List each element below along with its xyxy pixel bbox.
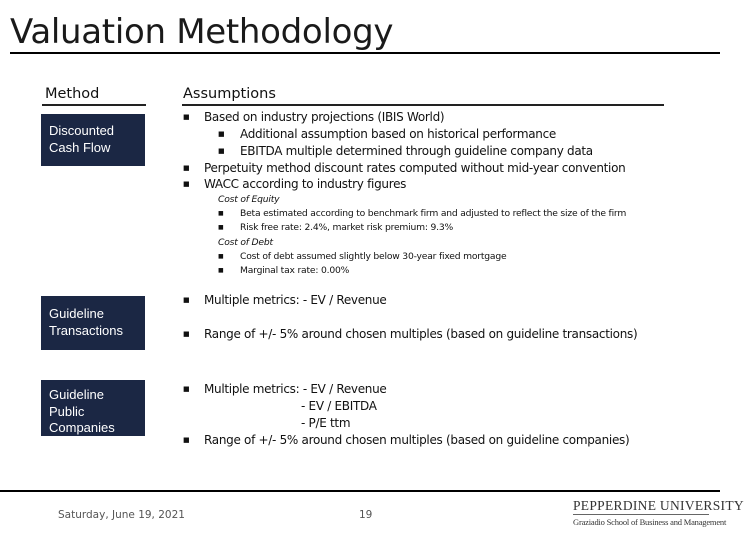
cost-of-debt-item-1: Cost of debt assumed slightly below 30-year fixed mortgage [240,251,507,262]
bullet-icon: ■ [183,180,190,188]
dcf-sub-assumption-2: EBITDA multiple determined through guideline company data [240,144,593,158]
cost-of-debt-label: Cost of Debt [218,237,273,248]
page-number: 19 [359,509,373,521]
bullet-icon: ■ [183,164,190,172]
cost-of-debt-item-2: Marginal tax rate: 0.00% [240,265,350,276]
gpc-assumption-1: Multiple metrics: - EV / Revenue [204,382,387,396]
dcf-sub-assumption-1: Additional assumption based on historical performance [240,127,556,141]
bullet-icon: ■ [218,267,224,274]
bullet-icon: ■ [218,130,225,138]
bullet-icon: ■ [218,147,225,155]
gt-assumption-1: Multiple metrics: - EV / Revenue [204,293,387,307]
bullet-icon: ■ [183,113,190,121]
gt-assumption-2: Range of +/- 5% around chosen multiples (based on guideline transactions) [204,327,638,341]
title-underline [10,52,720,54]
logo-school-name: Graziadio School of Business and Management [573,517,727,527]
assumptions-header-rule [182,104,664,106]
bullet-icon: ■ [183,436,190,444]
gpc-assumption-2: Range of +/- 5% around chosen multiples (based on guideline companies) [204,433,630,447]
method-guideline-transactions-box: Guideline Transactions [41,296,145,350]
dcf-assumption-1: Based on industry projections (IBIS World) [204,110,445,124]
slide-title: Valuation Methodology [10,12,394,52]
gpc-metric-3: - P/E ttm [301,416,351,430]
footer-rule [0,490,720,492]
bullet-icon: ■ [218,224,224,231]
bullet-icon: ■ [183,296,190,304]
logo-divider [573,514,709,515]
method-column-header: Method [45,86,100,102]
bullet-icon: ■ [183,330,190,338]
method-header-rule [42,104,146,106]
bullet-icon: ■ [183,385,190,393]
dcf-assumption-2: Perpetuity method discount rates computed without mid-year convention [204,161,626,175]
gpc-metric-2: - EV / EBITDA [301,399,377,413]
bullet-icon: ■ [218,210,224,217]
bullet-icon: ■ [218,253,224,260]
cost-of-equity-label: Cost of Equity [218,194,280,205]
pepperdine-logo [573,498,744,532]
cost-of-equity-item-1: Beta estimated according to benchmark firm and adjusted to reflect the size of the firm [240,208,627,219]
logo-university-name: PEPPERDINE UNIVERSITY [573,498,744,513]
method-dcf-box: Discounted Cash Flow [41,114,145,166]
footer-date: Saturday, June 19, 2021 [58,509,185,521]
dcf-assumption-3: WACC according to industry figures [204,177,407,191]
assumptions-column-header: Assumptions [183,86,276,102]
method-guideline-public-companies-box: Guideline Public Companies [41,380,145,436]
cost-of-equity-item-2: Risk free rate: 2.4%, market risk premium: 9.3% [240,222,454,233]
